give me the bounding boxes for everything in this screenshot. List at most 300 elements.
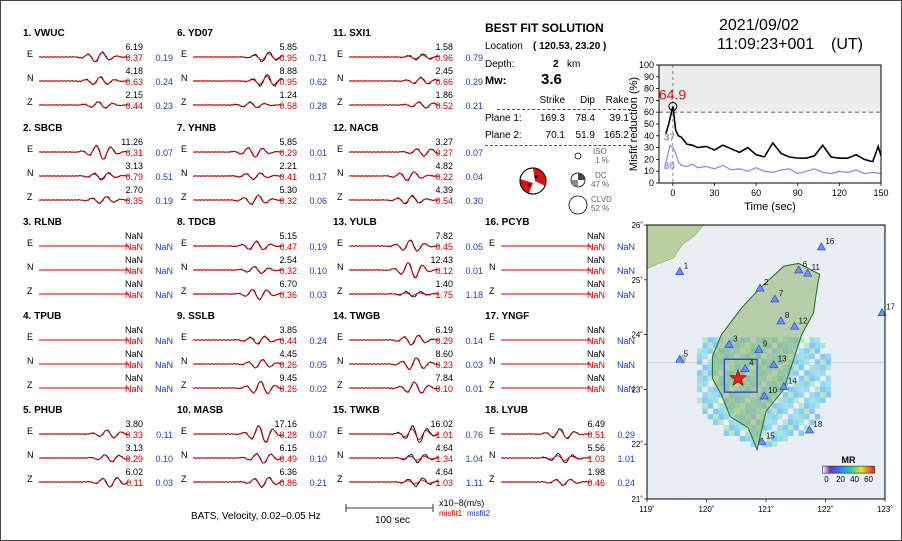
- trace-misfit2: 0.10: [309, 266, 327, 276]
- trace-misfit2: 0.23: [155, 101, 173, 111]
- trace-misfit1: 0.47: [279, 242, 297, 252]
- station-title: 4. TPUB: [23, 311, 62, 322]
- plane1-label: Plane 1:: [485, 113, 522, 124]
- component-label: Z: [181, 380, 187, 390]
- component-label: Z: [181, 474, 187, 484]
- trace-misfit1: 0.29: [279, 148, 297, 158]
- station-panel: [23, 312, 173, 404]
- trace-misfit2: 0.01: [465, 384, 483, 394]
- trace-misfit2: 0.19: [155, 53, 173, 63]
- series-line-0: [663, 106, 881, 161]
- trace-misfit1: 0.41: [279, 172, 297, 182]
- trace-amplitude: 3.13: [125, 443, 143, 453]
- trace-misfit1: 0.35: [125, 196, 143, 206]
- y-axis-label: Misfit reduction (%): [628, 76, 640, 172]
- component-label: Z: [337, 380, 343, 390]
- trace-amplitude: 6.70: [279, 279, 297, 289]
- clvd-label: CLVD: [591, 195, 612, 204]
- station-title: 16. PCYB: [485, 217, 530, 228]
- mr-legend-tick: 20: [836, 475, 845, 485]
- trace-misfit2: NaN: [154, 242, 173, 252]
- station-marker-label: 5: [683, 349, 689, 359]
- component-label: N: [27, 262, 34, 272]
- x-tick-label: 120: [831, 188, 847, 198]
- trace-misfit2: 0.10: [155, 454, 173, 464]
- component-label: Z: [489, 380, 495, 390]
- dc-value: 47 %: [591, 180, 610, 189]
- trace-misfit2: 0.21: [309, 478, 327, 488]
- trace-amplitude: 1.24: [279, 90, 297, 100]
- depth-unit: km: [567, 59, 581, 70]
- station-panel: [177, 406, 327, 498]
- unit-label: x10−8(m/s): [439, 498, 485, 508]
- trace-misfit2: 0.05: [309, 360, 327, 370]
- station-panel: [177, 124, 327, 216]
- trace-amplitude: 1.40: [435, 279, 453, 289]
- trace-amplitude: NaN: [586, 373, 605, 383]
- trace-amplitude: 6.36: [279, 467, 297, 477]
- trace-misfit1: NaN: [586, 336, 605, 346]
- trace-misfit1: 1.03: [435, 478, 453, 488]
- solution-title: BEST FIT SOLUTION: [485, 21, 604, 35]
- dc-icon: [571, 173, 585, 187]
- trace-amplitude: 17.16: [274, 419, 297, 429]
- trace-misfit1: NaN: [586, 290, 605, 300]
- trace-misfit2: NaN: [154, 266, 173, 276]
- trace-misfit2: NaN: [154, 384, 173, 394]
- component-label: Z: [337, 192, 343, 202]
- trace-misfit1: NaN: [586, 266, 605, 276]
- trace-misfit2: 0.62: [309, 77, 327, 87]
- table-divider: [497, 109, 631, 110]
- trace-misfit2: 0.07: [155, 148, 173, 158]
- trace-amplitude: 4.45: [279, 349, 297, 359]
- mr-legend-title: MR: [841, 455, 856, 466]
- trace-misfit1: 0.29: [125, 454, 143, 464]
- trace-amplitude: 4.64: [435, 467, 453, 477]
- component-label: Z: [27, 192, 33, 202]
- station-title: 9. SSLB: [177, 311, 215, 322]
- trace-misfit2: NaN: [616, 360, 635, 370]
- plane1-rake: 39.1: [609, 113, 629, 124]
- series-label-38: 38: [663, 160, 675, 172]
- trace-misfit2: 0.07: [309, 430, 327, 440]
- x-tick-label: 60: [751, 188, 762, 198]
- lon-tick-label: 119˚: [639, 505, 655, 514]
- trace-misfit1: 0.28: [279, 430, 297, 440]
- component-label: N: [181, 450, 188, 460]
- station-marker-label: 7: [778, 288, 784, 298]
- station-title: 10. MASB: [177, 405, 224, 416]
- event-tz: (UT): [831, 36, 863, 53]
- trace-misfit2: 0.19: [309, 242, 327, 252]
- station-panel: [177, 29, 327, 121]
- trace-misfit1: 0.58: [279, 101, 297, 111]
- trace-misfit1: NaN: [586, 360, 605, 370]
- trace-amplitude: 1.58: [435, 42, 453, 52]
- trace-misfit1: 0.23: [435, 360, 453, 370]
- trace-misfit1: 0.86: [279, 478, 297, 488]
- lat-tick-label: 23˚: [631, 385, 643, 395]
- station-marker-label: 10: [768, 385, 778, 395]
- footer-caption: BATS, Velocity, 0.02–0.05 Hz: [191, 511, 321, 522]
- station-title: 15. TWKB: [333, 405, 380, 416]
- trace-misfit2: 0.24: [309, 336, 327, 346]
- trace-amplitude: NaN: [586, 279, 605, 289]
- trace-misfit2: 1.04: [465, 454, 483, 464]
- component-label: Z: [181, 97, 187, 107]
- component-label: E: [337, 332, 344, 342]
- clvd-icon: [569, 196, 587, 214]
- trace-misfit1: 0.29: [435, 336, 453, 346]
- trace-amplitude: 5.85: [279, 137, 297, 147]
- trace-amplitude: 6.49: [587, 419, 605, 429]
- trace-amplitude: 4.18: [125, 66, 143, 76]
- station-marker-label: 1: [683, 261, 689, 271]
- misfit-reduction-chart: [627, 59, 897, 219]
- station-map: [629, 219, 897, 523]
- component-label: E: [489, 426, 496, 436]
- trace-amplitude: NaN: [124, 255, 143, 265]
- trace-amplitude: 2.45: [435, 66, 453, 76]
- trace-misfit2: 0.01: [309, 148, 327, 158]
- station-panel: [23, 218, 173, 310]
- component-label: N: [489, 262, 496, 272]
- trace-misfit2: 0.04: [465, 172, 483, 182]
- component-label: N: [337, 450, 344, 460]
- dc-label: DC: [595, 171, 607, 180]
- component-label: E: [337, 144, 344, 154]
- trace-amplitude: 2.54: [279, 255, 297, 265]
- trace-amplitude: 3.27: [435, 137, 453, 147]
- trace-misfit2: NaN: [616, 384, 635, 394]
- trace-amplitude: 8.60: [435, 349, 453, 359]
- component-label: E: [27, 49, 34, 59]
- trace-misfit1: 0.26: [279, 384, 297, 394]
- trace-misfit1: 0.95: [279, 77, 297, 87]
- col-dip: Dip: [579, 95, 595, 106]
- trace-misfit2: 0.19: [155, 196, 173, 206]
- station-marker-label: 12: [798, 316, 808, 326]
- trace-amplitude: 6.02: [125, 467, 143, 477]
- component-label: Z: [27, 380, 33, 390]
- component-label: Z: [489, 286, 495, 296]
- trace-amplitude: 12.43: [430, 255, 453, 265]
- trace-amplitude: 4.39: [435, 185, 453, 195]
- clvd-value: 52 %: [591, 204, 610, 213]
- col-rake: Rake: [605, 95, 629, 106]
- station-title: 6. YD07: [177, 28, 213, 39]
- trace-amplitude: 1.98: [587, 467, 605, 477]
- trace-amplitude: 3.13: [125, 161, 143, 171]
- trace-misfit1: 1.01: [435, 430, 453, 440]
- trace-amplitude: 6.19: [435, 325, 453, 335]
- station-panel: [485, 218, 635, 310]
- y-tick-label: 50: [643, 119, 654, 129]
- trace-misfit1: NaN: [586, 242, 605, 252]
- trace-misfit1: NaN: [124, 266, 143, 276]
- x-tick-label: 0: [670, 188, 676, 198]
- lat-tick-label: 21˚: [631, 495, 643, 504]
- trace-amplitude: NaN: [586, 231, 605, 241]
- trace-misfit1: 0.26: [279, 360, 297, 370]
- y-tick-label: 70: [643, 95, 654, 106]
- mr-colorbar: [823, 466, 875, 473]
- component-label: Z: [181, 286, 187, 296]
- trace-misfit2: NaN: [154, 290, 173, 300]
- y-tick-label: 60: [643, 107, 654, 118]
- col-strike: Strike: [539, 95, 565, 106]
- station-title: 2. SBCB: [23, 123, 63, 134]
- station-title: 14. TWGB: [333, 311, 381, 322]
- component-label: E: [27, 144, 34, 154]
- trace-misfit1: 0.66: [435, 77, 453, 87]
- component-label: N: [181, 356, 188, 366]
- station-title: 3. RLNB: [23, 217, 62, 228]
- component-label: N: [337, 73, 344, 83]
- trace-misfit1: 0.32: [279, 266, 297, 276]
- iso-icon: [575, 153, 581, 159]
- trace-misfit2: NaN: [154, 336, 173, 346]
- trace-misfit2: NaN: [616, 242, 635, 252]
- component-label: N: [181, 168, 188, 178]
- component-label: Z: [181, 192, 187, 202]
- component-label: N: [337, 262, 344, 272]
- trace-misfit2: 0.30: [465, 196, 483, 206]
- trace-amplitude: 8.88: [279, 66, 297, 76]
- component-label: N: [337, 168, 344, 178]
- mr-legend-tick: 0: [824, 475, 829, 485]
- trace-misfit1: NaN: [586, 384, 605, 394]
- station-panel: [333, 124, 483, 216]
- component-label: Z: [337, 474, 343, 484]
- trace-misfit2: 0.29: [465, 77, 483, 87]
- trace-misfit2: 0.17: [309, 172, 327, 182]
- lat-tick-label: 26˚: [631, 221, 643, 230]
- scale-label: 100 sec: [375, 515, 411, 526]
- trace-amplitude: 1.86: [435, 90, 453, 100]
- station-marker-label: 8: [784, 310, 790, 320]
- y-tick-label: 100: [638, 60, 654, 70]
- station-marker-label: 9: [762, 339, 768, 349]
- plane2-rake: 165.2: [603, 130, 629, 141]
- trace-misfit2: 0.03: [155, 478, 173, 488]
- trace-misfit2: 0.06: [309, 196, 327, 206]
- series-line-1: [666, 138, 881, 163]
- trace-amplitude: NaN: [124, 349, 143, 359]
- trace-amplitude: 9.45: [279, 373, 297, 383]
- station-marker-label: 15: [765, 431, 775, 441]
- trace-misfit2: 1.18: [465, 290, 483, 300]
- plane2-strike: 70.1: [545, 130, 565, 141]
- trace-amplitude: 6.19: [125, 42, 143, 52]
- trace-misfit1: 1.34: [435, 454, 453, 464]
- trace-misfit2: 0.01: [465, 266, 483, 276]
- iso-label: ISO: [593, 147, 607, 156]
- station-title: 13. YULB: [333, 217, 377, 228]
- trace-amplitude: 3.80: [125, 419, 143, 429]
- trace-amplitude: 5.15: [279, 231, 297, 241]
- component-label: Z: [337, 286, 343, 296]
- trace-amplitude: 7.82: [435, 231, 453, 241]
- trace-misfit2: 0.07: [465, 148, 483, 158]
- trace-amplitude: 16.02: [430, 419, 453, 429]
- trace-amplitude: 6.15: [279, 443, 297, 453]
- component-label: E: [27, 332, 34, 342]
- component-label: E: [181, 238, 188, 248]
- station-title: 5. PHUB: [23, 405, 63, 416]
- trace-misfit1: NaN: [124, 290, 143, 300]
- trace-misfit1: 0.63: [125, 77, 143, 87]
- station-panel: [177, 218, 327, 310]
- component-label: N: [27, 168, 34, 178]
- lon-tick-label: 120˚: [698, 505, 715, 514]
- trace-misfit2: 0.71: [309, 53, 327, 63]
- lon-tick-label: 123˚: [876, 505, 894, 514]
- trace-misfit2: NaN: [154, 360, 173, 370]
- component-label: Z: [27, 474, 33, 484]
- trace-misfit2: 0.21: [465, 101, 483, 111]
- trace-misfit2: NaN: [616, 336, 635, 346]
- lat-tick-label: 25˚: [631, 275, 643, 285]
- trace-misfit1: 0.51: [587, 430, 605, 440]
- trace-misfit1: NaN: [124, 242, 143, 252]
- plane2-label: Plane 2:: [485, 130, 522, 141]
- component-label: E: [181, 49, 188, 59]
- trace-amplitude: NaN: [586, 325, 605, 335]
- trace-misfit2: 0.03: [309, 290, 327, 300]
- component-label: N: [337, 356, 344, 366]
- station-marker-label: 6: [802, 259, 808, 269]
- station-panel: [23, 29, 173, 121]
- component-label: N: [489, 356, 496, 366]
- trace-misfit1: 0.44: [279, 336, 297, 346]
- beach-ball-icon: [520, 168, 546, 194]
- trace-misfit1: 0.22: [435, 172, 453, 182]
- component-label: N: [27, 73, 34, 83]
- plane1-dip: 78.4: [575, 113, 595, 124]
- trace-misfit2: 0.05: [465, 242, 483, 252]
- component-label: E: [181, 144, 188, 154]
- trace-amplitude: 11.26: [121, 137, 143, 147]
- trace-misfit1: 0.45: [435, 242, 453, 252]
- trace-amplitude: NaN: [586, 349, 605, 359]
- trace-misfit1: 0.33: [125, 430, 143, 440]
- station-marker-label: 13: [777, 354, 787, 364]
- station-panel: [485, 312, 635, 404]
- x-tick-label: 90: [792, 188, 803, 198]
- trace-misfit1: 0.46: [587, 478, 605, 488]
- trace-misfit1: 0.79: [125, 172, 143, 182]
- trace-misfit1: 0.52: [435, 101, 453, 111]
- component-label: Z: [489, 474, 495, 484]
- trace-misfit2: 0.24: [617, 478, 635, 488]
- component-label: E: [489, 238, 496, 248]
- station-title: 12. NACB: [333, 123, 379, 134]
- station-marker-label: 18: [813, 419, 823, 429]
- component-label: Z: [337, 97, 343, 107]
- y-tick-label: 0: [648, 178, 654, 188]
- station-panel: [333, 312, 483, 404]
- event-date: 2021/09/02: [719, 17, 800, 34]
- component-label: E: [337, 238, 344, 248]
- mr-legend-tick: 40: [850, 475, 859, 485]
- trace-amplitude: NaN: [124, 325, 143, 335]
- trace-amplitude: 3.85: [279, 325, 297, 335]
- trace-misfit1: 0.54: [435, 196, 453, 206]
- station-panel: [23, 406, 173, 498]
- trace-misfit1: 0.44: [125, 101, 143, 111]
- y-tick-label: 30: [643, 142, 654, 153]
- series-line-2: [665, 145, 882, 173]
- station-marker-label: 4: [749, 358, 754, 368]
- station-panel: [23, 124, 173, 216]
- component-label: N: [27, 356, 34, 366]
- trace-amplitude: 5.30: [279, 185, 297, 195]
- trace-misfit1: 1.03: [587, 454, 605, 464]
- trace-amplitude: NaN: [586, 255, 605, 265]
- trace-amplitude: 2.21: [279, 161, 297, 171]
- trace-misfit2: 0.10: [309, 454, 327, 464]
- event-time: 11:09:23+001: [717, 36, 815, 53]
- trace-misfit1: NaN: [124, 336, 143, 346]
- station-panel: [333, 29, 483, 121]
- trace-misfit2: 0.14: [465, 336, 483, 346]
- trace-misfit2: 0.29: [617, 430, 635, 440]
- trace-amplitude: 5.85: [279, 42, 297, 52]
- trace-misfit1: 0.37: [125, 53, 143, 63]
- component-label: Z: [27, 286, 33, 296]
- y-tick-label: 90: [643, 71, 654, 82]
- trace-misfit1: 0.49: [279, 454, 297, 464]
- station-title: 11. SXI1: [333, 28, 371, 39]
- station-title: 1. VWUC: [23, 28, 65, 39]
- y-tick-label: 20: [643, 154, 654, 165]
- station-title: 7. YHNB: [177, 123, 217, 134]
- trace-misfit1: 0.12: [435, 266, 453, 276]
- component-label: E: [489, 332, 496, 342]
- location-label: Location: [485, 41, 523, 52]
- trace-misfit2: NaN: [616, 290, 635, 300]
- station-marker-label: 2: [764, 278, 769, 288]
- station-title: 17. YNGF: [485, 311, 530, 322]
- threshold-zone: [659, 65, 881, 112]
- station-marker-label: 3: [733, 334, 738, 344]
- mw-value: 3.6: [541, 71, 562, 88]
- component-label: N: [489, 450, 496, 460]
- y-tick-label: 10: [643, 166, 654, 177]
- trace-misfit1: 1.75: [435, 290, 453, 300]
- trace-misfit1: 0.95: [279, 53, 297, 63]
- lat-tick-label: 24˚: [631, 330, 643, 340]
- mr-legend-tick: 60: [864, 475, 873, 485]
- trace-misfit1: 0.11: [126, 478, 143, 488]
- trace-misfit2: 0.11: [156, 430, 173, 440]
- component-label: N: [27, 450, 34, 460]
- station-marker-label: 14: [787, 376, 797, 386]
- trace-amplitude: 4.82: [435, 161, 453, 171]
- depth-label: Depth:: [485, 59, 515, 70]
- location-value: ( 120.53, 23.20 ): [533, 41, 607, 52]
- station-marker-label: 11: [811, 263, 820, 273]
- trace-misfit2: 0.28: [309, 101, 327, 111]
- trace-amplitude: 4.64: [435, 443, 453, 453]
- station-title: 18. LYUB: [485, 405, 528, 416]
- station-title: 8. TDCB: [177, 217, 216, 228]
- y-tick-label: 40: [643, 130, 654, 141]
- trace-misfit1: 0.96: [435, 53, 453, 63]
- plane2-dip: 51.9: [575, 130, 595, 141]
